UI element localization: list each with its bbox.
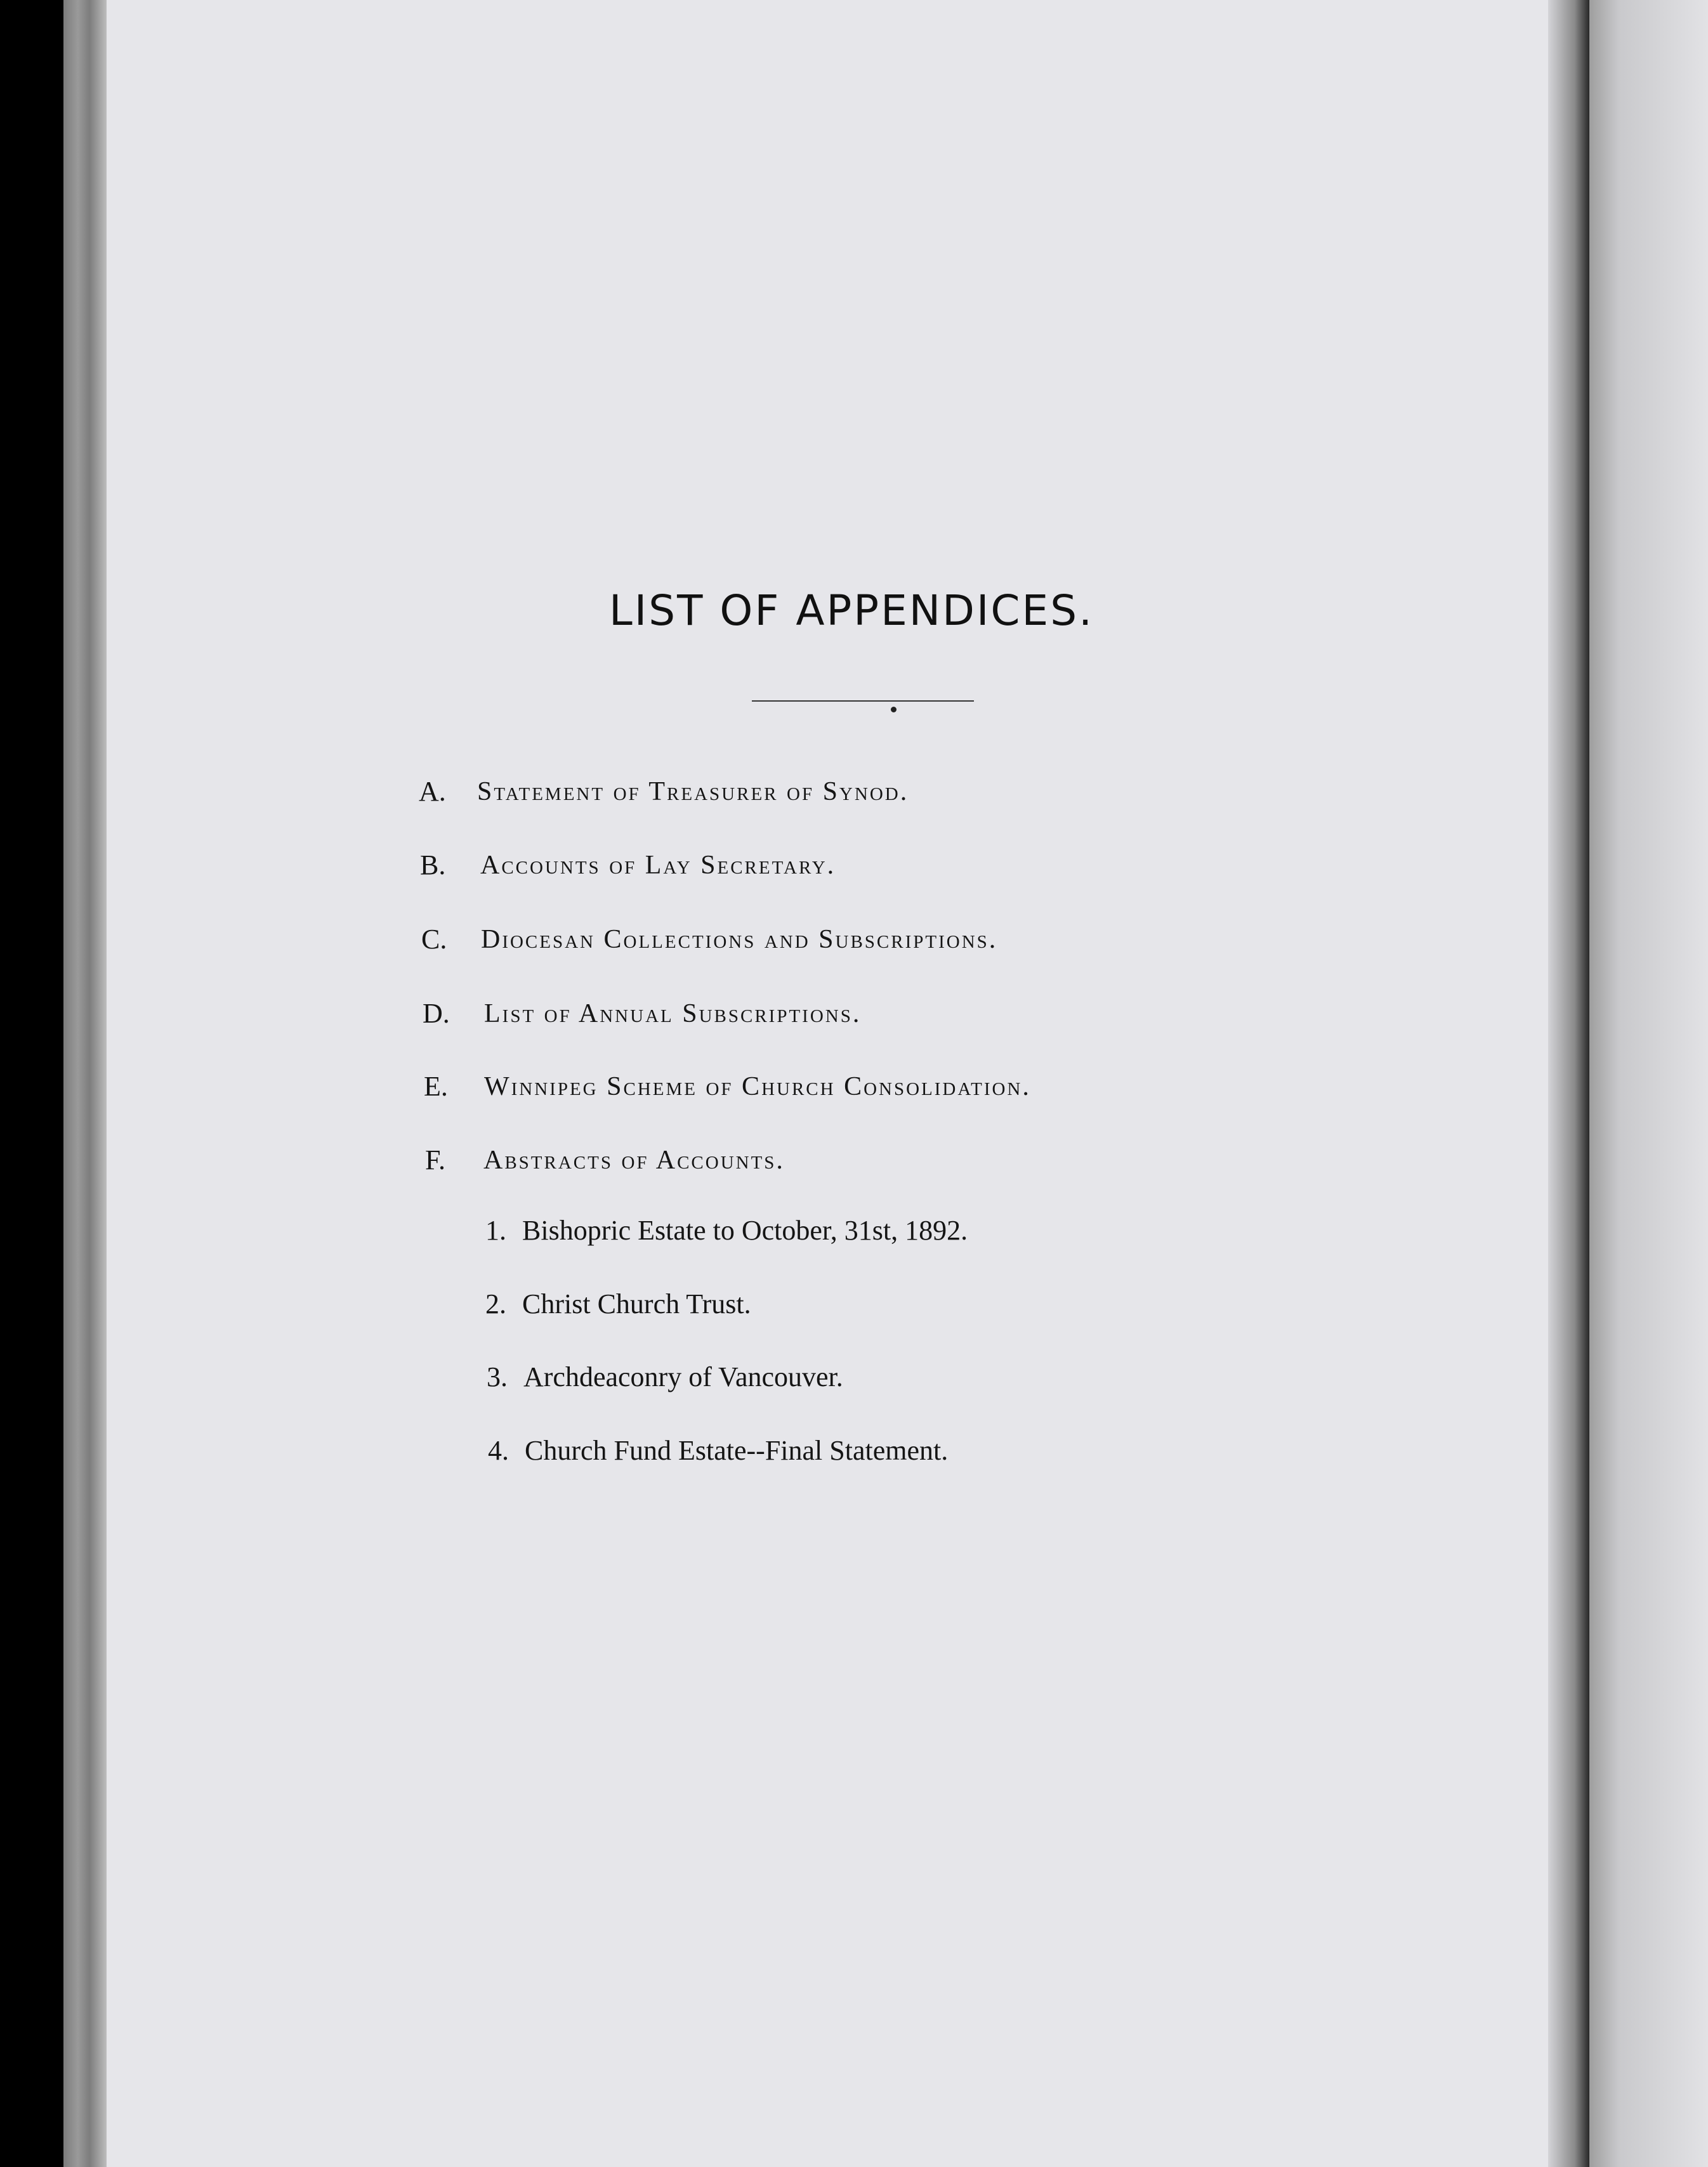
appendix-title: Statement of Treasurer of Synod. (477, 777, 909, 806)
appendix-letter: E. (424, 1071, 448, 1102)
appendix-letter: D. (423, 998, 450, 1029)
title-divider (752, 700, 974, 702)
appendix-title: List of Annual Subscriptions. (484, 999, 862, 1028)
sub-item-number: 4. (488, 1435, 509, 1466)
sub-item-number: 2. (485, 1288, 506, 1319)
appendix-letter: C. (421, 924, 447, 955)
facing-page-edge (1589, 0, 1708, 2167)
sub-item-title: Archdeaconry of Vancouver. (523, 1361, 843, 1392)
page-title: LIST OF APPENDICES. (609, 586, 1094, 635)
sub-item-title: Bishopric Estate to October, 31st, 1892. (522, 1215, 968, 1246)
divider-ornament (891, 707, 897, 712)
sub-item-title: Christ Church Trust. (522, 1288, 751, 1319)
appendix-title: Winnipeg Scheme of Church Consolidation. (484, 1072, 1031, 1101)
sub-item-number: 3. (487, 1361, 508, 1392)
sub-item-1 (485, 1214, 968, 1247)
gutter-shadow (1548, 0, 1593, 2167)
appendix-letter: A. (419, 776, 446, 807)
appendix-title: Accounts of Lay Secretary. (480, 851, 836, 880)
appendix-title: Diocesan Collections and Subscriptions. (481, 925, 998, 954)
sub-item-title: Church Fund Estate--Final Statement. (525, 1435, 949, 1466)
sub-item-3 (487, 1361, 843, 1393)
sub-item-2 (485, 1288, 751, 1320)
sub-item-number: 1. (485, 1215, 506, 1246)
appendix-title: Abstracts of Accounts. (483, 1146, 785, 1175)
page-stack-edge (63, 0, 111, 2167)
sub-item-4 (488, 1434, 948, 1467)
appendix-letter: F. (425, 1144, 445, 1175)
appendix-letter: B. (420, 849, 446, 881)
